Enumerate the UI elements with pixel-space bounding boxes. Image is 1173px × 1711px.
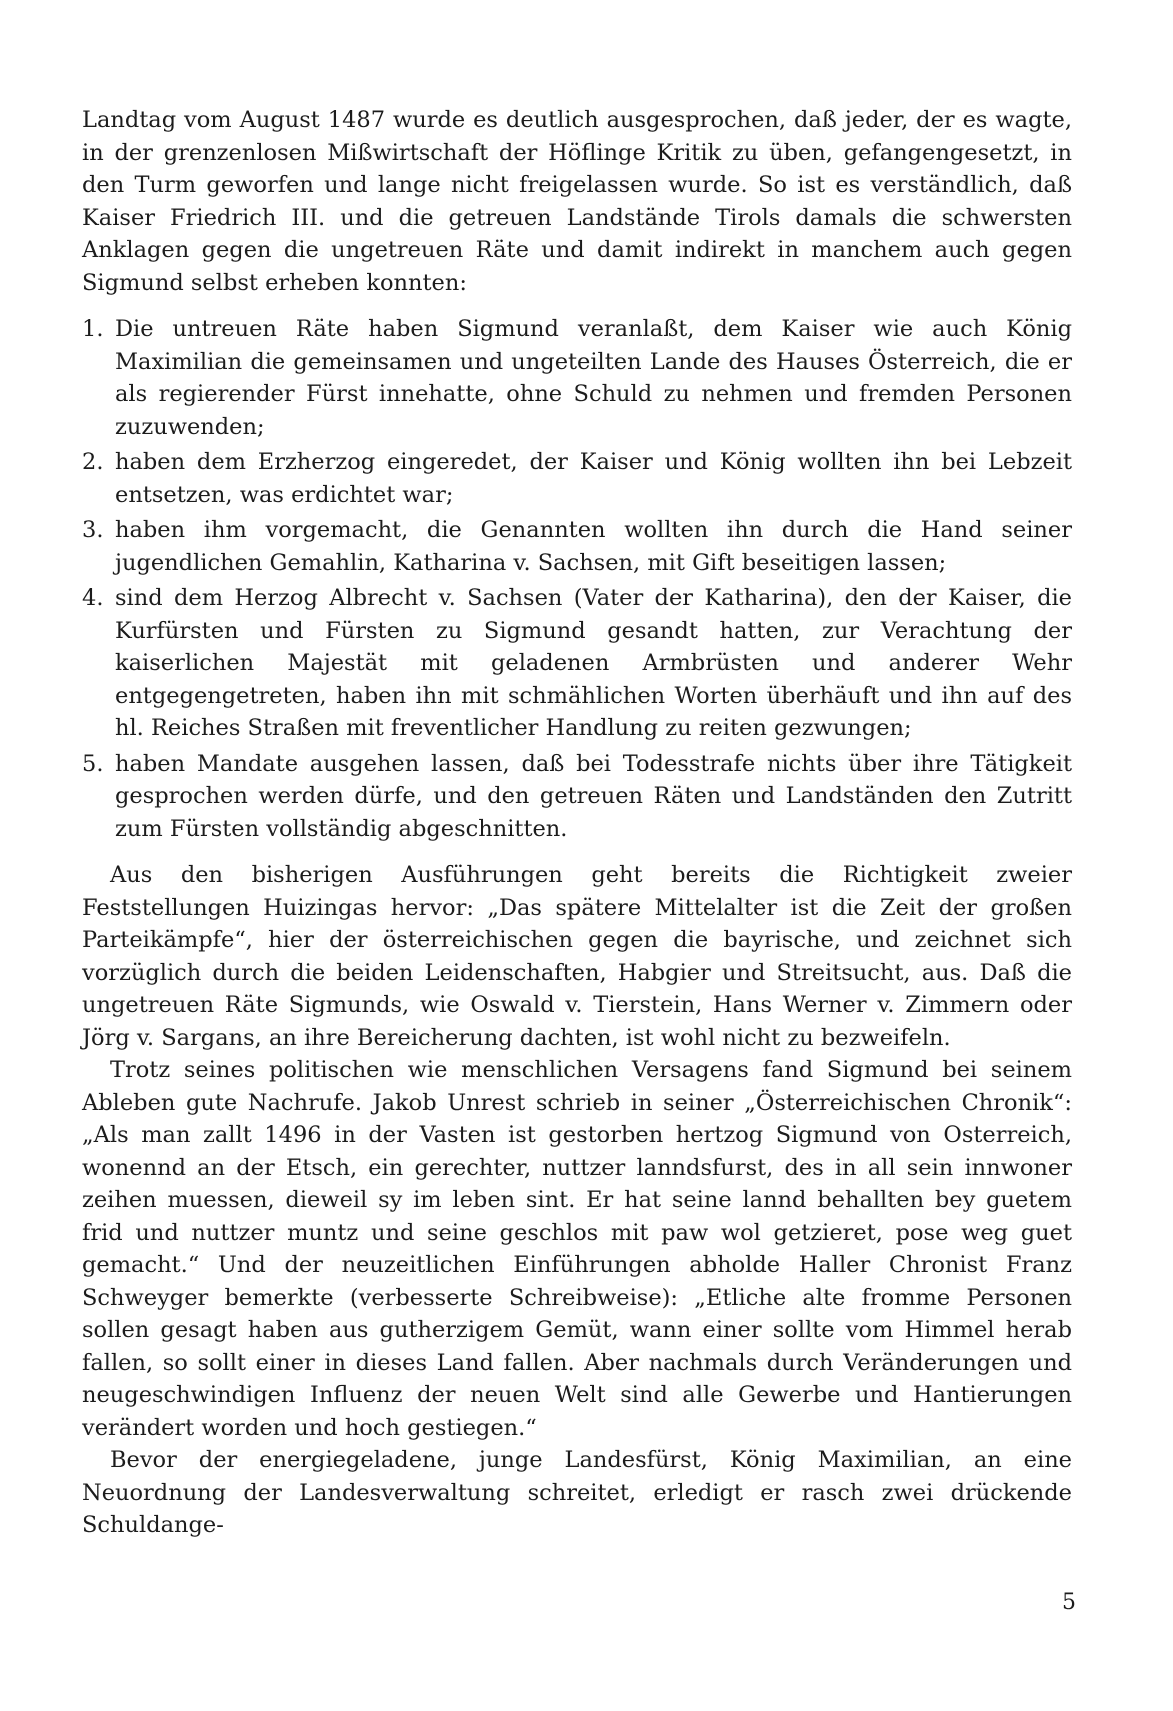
list-item-number: 3. [82,517,104,543]
list-item-text: sind dem Herzog Albrecht v. Sachsen (Vater der Katharina), den der Kaiser, die Kurfürsten und Fürsten zu Sigmund gesandt hatten, zur Verachtung der kaiserlichen Majestät mit geladenen Armbrüsten und anderer Wehr entgegengetreten, haben ihn mit schmählichen Worten überhäuft und ihn auf des hl. Reiches Straßen mit freventlicher Handlung zu reiten gezwungen; [115,585,1072,741]
list-item [82,446,1072,511]
list-item [82,748,1072,846]
body-paragraph: Aus den bisherigen Ausführungen geht bereits die Richtigkeit zweier Feststellungen Huizingas hervor: „Das spätere Mittelalter ist die Zeit der großen Parteikämpfe“, hier der österreichischen gegen die bayrische, und zeichnet sich vorzüglich durch die beiden Leidenschaften, Habgier und Streitsucht, aus. Daß die ungetreuen Räte Sigmunds, wie Oswald v. Tierstein, Hans Werner v. Zimmern oder Jörg v. Sargans, an ihre Bereicherung dachten, ist wohl nicht zu bezweifeln. [82,862,1072,1051]
body-paragraph: Bevor der energiegeladene, junge Landesfürst, König Maximilian, an eine Neuordnung der Landesverwaltung schreitet, erledigt er rasch zwei drückende Schuldange- [82,1447,1072,1538]
body-paragraph: Trotz seines politischen wie menschlichen Versagens fand Sigmund bei seinem Ableben gute Nachrufe. Jakob Unrest schrieb in seiner „Österreichischen Chronik“: „Als man zallt 1496 in der Vasten ist gestorben hertzog Sigmund von Osterreich, wonennd an der Etsch, ein gerechter, nuttzer lanndsfurst, des in all sein innwoner zeihen muessen, dieweil sy im leben sint. Er hat seine lannd behallten bey guetem frid und nuttzer muntz und seine geschlos mit paw wol getzieret, pose weg guet gemacht.“ Und der neuzeitlichen Einführungen abholde Haller Chronist Franz Schweyger bemerkte (verbesserte Schreibweise): „Etliche alte fromme Personen sollen gesagt haben aus gutherzigem Gemüt, wann einer sollte vom Himmel herab fallen, so sollt einer in dieses Land fallen. Aber nachmals durch Veränderungen und neugeschwindigen Influenz der neuen Welt sind alle Gewerbe und Hantierungen verändert worden und hoch gestiegen.“ [82,1057,1072,1441]
list-item-number: 2. [82,449,104,475]
list-item-number: 1. [82,316,104,342]
list-item-text: haben dem Erzherzog eingeredet, der Kaiser und König wollten ihn bei Lebzeit entsetzen, was erdichtet war; [115,449,1072,508]
list-item-text: haben Mandate ausgehen lassen, daß bei Todesstrafe nichts über ihre Tätigkeit gesprochen werden dürfe, und den getreuen Räten und Landständen den Zutritt zum Fürsten vollständig abgeschnitten. [115,750,1072,842]
list-item-number: 5. [82,750,104,777]
page-number: 5 [1062,1590,1076,1615]
list-item-text: Die untreuen Räte haben Sigmund veranlaßt, dem Kaiser wie auch König Maximilian die gemeinsamen und ungeteilten Lande des Hauses Österreich, die er als regierender Fürst innehatte, ohne Schuld zu nehmen und fremden Personen zuzuwenden; [115,316,1072,440]
list-item [82,514,1072,579]
list-item-text: haben ihm vorgemacht, die Genannten wollten ihn durch die Hand seiner jugendlichen Gemahlin, Katharina v. Sachsen, mit Gift beseitigen lassen; [115,517,1072,576]
accusation-list [82,313,1072,845]
page-body [82,104,1072,1542]
list-item [82,582,1072,745]
list-item-number: 4. [82,585,104,611]
intro-paragraph: Landtag vom August 1487 wurde es deutlich ausgesprochen, daß jeder, der es wagte, in der grenzenlosen Mißwirtschaft der Höflinge Kritik zu üben, gefangengesetzt, in den Turm geworfen und lange nicht freigelassen wurde. So ist es verständlich, daß Kaiser Friedrich III. und die getreuen Landstände Tirols damals die schwersten Anklagen gegen die ungetreuen Räte und damit indirekt in manchem auch gegen Sigmund selbst erheben konnten: [82,107,1072,296]
list-item [82,313,1072,443]
